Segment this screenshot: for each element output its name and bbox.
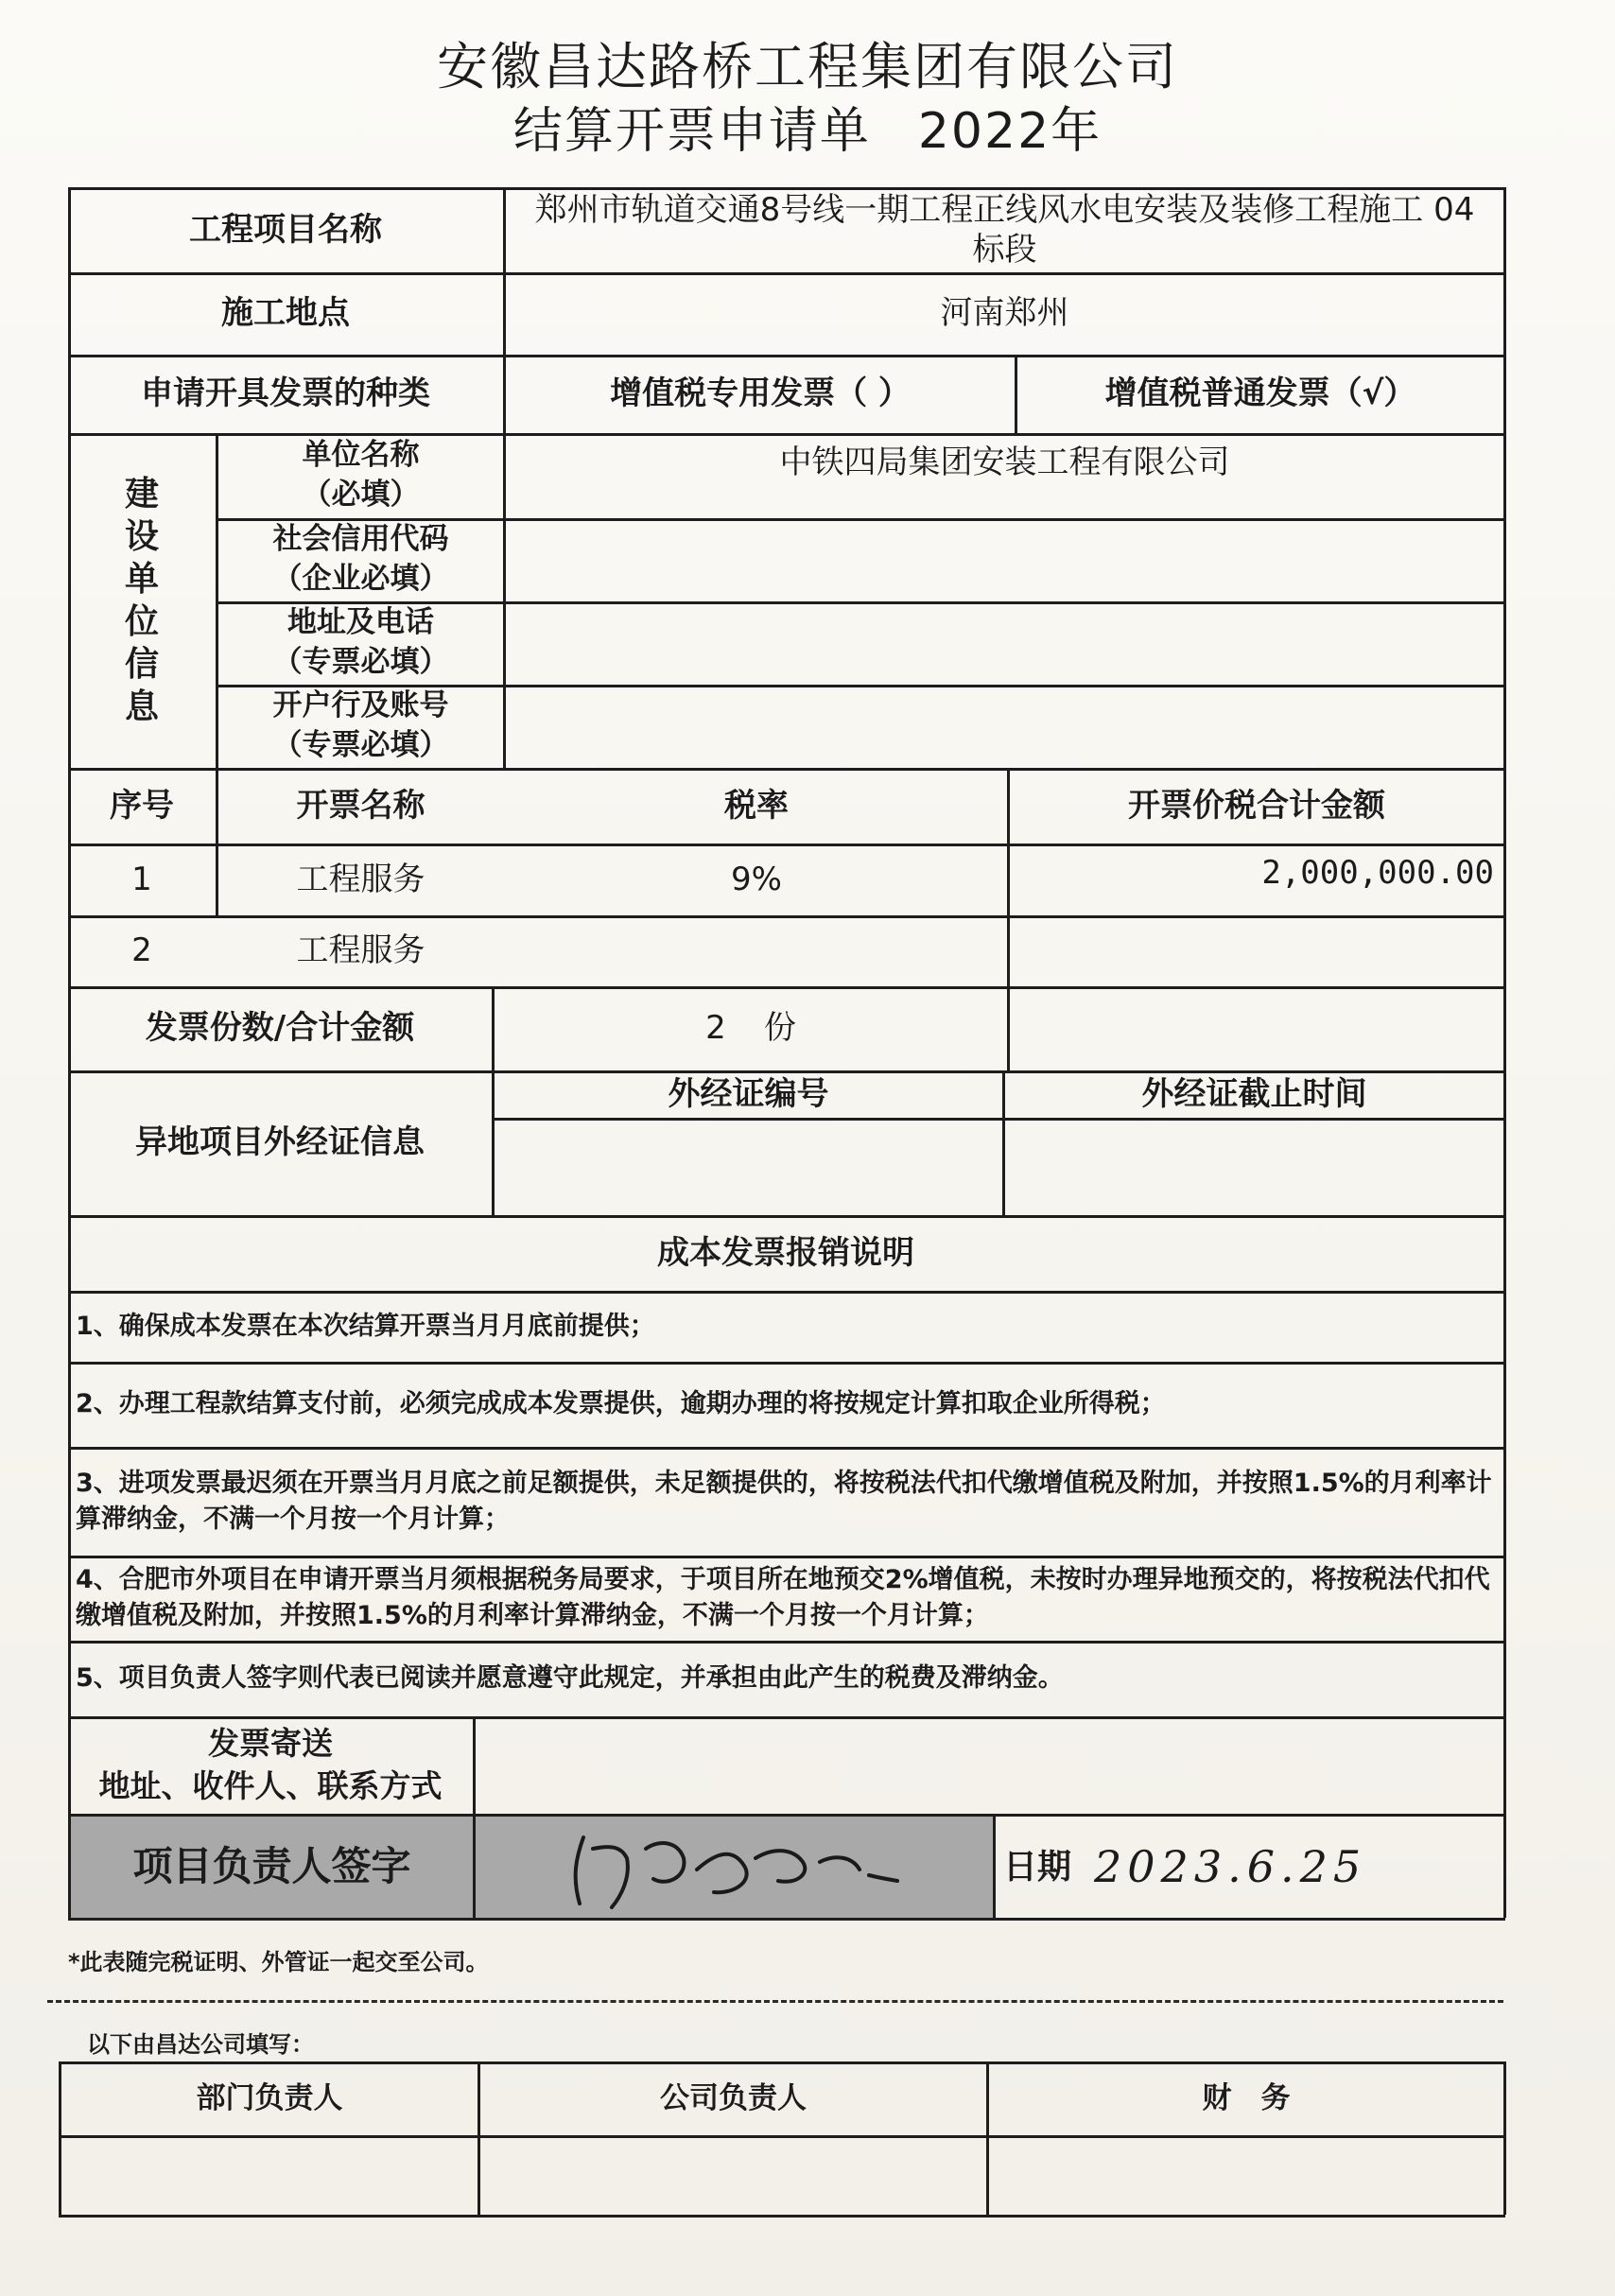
cost-note-5: 5、项目负责人签字则代表已阅读并愿意遵守此规定，并承担由此产生的税费及滞纳金。 [76, 1663, 1064, 1694]
sign-date [996, 1817, 1503, 1918]
client-section-char: 位 [124, 602, 159, 641]
credit-code-value [511, 518, 1499, 601]
signer-label: 项目负责人签字 [71, 1817, 473, 1918]
form-title [0, 91, 1615, 162]
cost-note-2: 2、办理工程款结算支付前，必须完成成本发票提供，逾期办理的将按规定计算扣取企业所得税； [76, 1389, 1166, 1419]
item-row-1-amount: 2,000,000.00 [1261, 854, 1494, 892]
finance-header: 财 务 [1202, 2080, 1291, 2115]
company-title: 安徽昌达路桥工程集团有限公司 [437, 37, 1178, 96]
item-row-2-no: 2 [131, 931, 152, 970]
col-name-header: 开票名称 [296, 786, 425, 825]
mailing-label [68, 1716, 473, 1814]
handwritten-signature [555, 1820, 914, 1915]
mailing-value [476, 1716, 1503, 1814]
sign-date-label: 日期 [1003, 1848, 1072, 1887]
totals-label: 发票份数/合计金额 [145, 1009, 415, 1048]
invoice-count [495, 986, 1007, 1070]
item-row-1-rate: 9% [731, 860, 782, 898]
item-row-1-no: 1 [131, 860, 152, 898]
special-invoice-option: 增值税专用发票（ ） [610, 374, 911, 413]
credit-code-label-note: （企业必填） [272, 562, 449, 596]
site-value: 河南郑州 [940, 294, 1069, 333]
bank-account-value [511, 685, 1499, 768]
site-label: 施工地点 [221, 294, 350, 333]
cost-note-4: 4、合肥市外项目在申请开票当月须根据税务局要求，于项目所在地预交2%增值税，未按时办理异地预交的，将按税法代扣代缴增值税及附加，并按照1.5%的月利率计算滞纳金，不满一个月按一个月计算； [76, 1565, 1490, 1630]
bank-account-label-text: 开户行及账号 [272, 688, 449, 723]
client-section-label [68, 433, 216, 768]
external-cert-number-label: 外经证编号 [668, 1074, 829, 1113]
client-name-label-text: 单位名称 [302, 438, 420, 473]
normal-invoice-option: 增值税普通发票（√） [1104, 374, 1416, 413]
sign-date-value: 2023.6.25 [1094, 1840, 1367, 1892]
client-section-char: 建 [124, 475, 159, 513]
invoice-count-value: 2 [705, 1009, 726, 1048]
item-row-1-name: 工程服务 [296, 860, 425, 898]
client-section-char: 信 [124, 645, 159, 684]
signature-area [476, 1817, 993, 1918]
bank-account-label [218, 685, 503, 768]
col-amount-header: 开票价税合计金额 [1128, 786, 1385, 825]
item-row-2-rate [506, 915, 1007, 986]
cut-line [47, 2000, 1503, 2003]
project-name-label: 工程项目名称 [189, 210, 382, 249]
dept-head-header: 部门负责人 [196, 2080, 343, 2115]
finance-sign-cell [989, 2138, 1503, 2215]
credit-code-label-text: 社会信用代码 [272, 522, 449, 557]
footnote: *此表随完税证明、外管证一起交至公司。 [68, 1949, 489, 1975]
company-fill-label: 以下由昌达公司填写： [87, 2031, 314, 2058]
col-no-header: 序号 [110, 786, 174, 825]
cost-notes-title: 成本发票报销说明 [657, 1233, 914, 1272]
client-name-label [218, 433, 503, 518]
address-phone-label-note: （专票必填） [272, 645, 449, 679]
external-cert-label: 异地项目外经证信息 [135, 1123, 425, 1162]
client-name-label-note: （必填） [302, 478, 420, 512]
client-section-char: 设 [124, 517, 159, 556]
item-row-2-amount [1010, 915, 1503, 986]
credit-code-label [218, 518, 503, 601]
form-title-text: 结算开票申请单 [512, 103, 871, 160]
external-cert-number-value [495, 1121, 1002, 1215]
col-rate-header: 税率 [724, 786, 789, 825]
cost-note-1: 1、确保成本发票在本次结算开票当月月底前提供； [76, 1311, 655, 1341]
bank-account-label-note: （专票必填） [272, 728, 449, 762]
external-cert-deadline-value [1005, 1121, 1503, 1215]
company-head-sign-cell [480, 2138, 986, 2215]
address-phone-value [511, 601, 1499, 685]
client-section-char: 息 [124, 687, 159, 726]
mailing-label-line2: 地址、收件人、联系方式 [98, 1766, 443, 1804]
project-name-value: 郑州市轨道交通8号线一期工程正线风水电安装及装修工程施工 04标段 [534, 190, 1475, 269]
address-phone-label [218, 601, 503, 685]
dept-head-sign-cell [61, 2138, 478, 2215]
address-phone-label-text: 地址及电话 [287, 605, 434, 640]
company-head-header: 公司负责人 [660, 2080, 807, 2115]
invoice-count-unit: 份 [763, 1009, 796, 1048]
invoice-type-label: 申请开具发票的种类 [141, 374, 430, 413]
cost-note-3: 3、进项发票最迟须在开票当月月底之前足额提供，未足额提供的，将按税法代扣代缴增值税及附加，并按照1.5%的月利率计算滞纳金，不满一个月按一个月计算； [76, 1468, 1492, 1534]
mailing-label-line1: 发票寄送 [208, 1724, 333, 1762]
item-row-2-name: 工程服务 [296, 931, 425, 970]
external-cert-deadline-label: 外经证截止时间 [1141, 1074, 1367, 1113]
total-amount [1010, 986, 1503, 1070]
form-year: 2022年 [917, 103, 1103, 160]
client-name-value: 中铁四局集团安装工程有限公司 [779, 444, 1230, 481]
client-section-char: 单 [124, 560, 159, 599]
